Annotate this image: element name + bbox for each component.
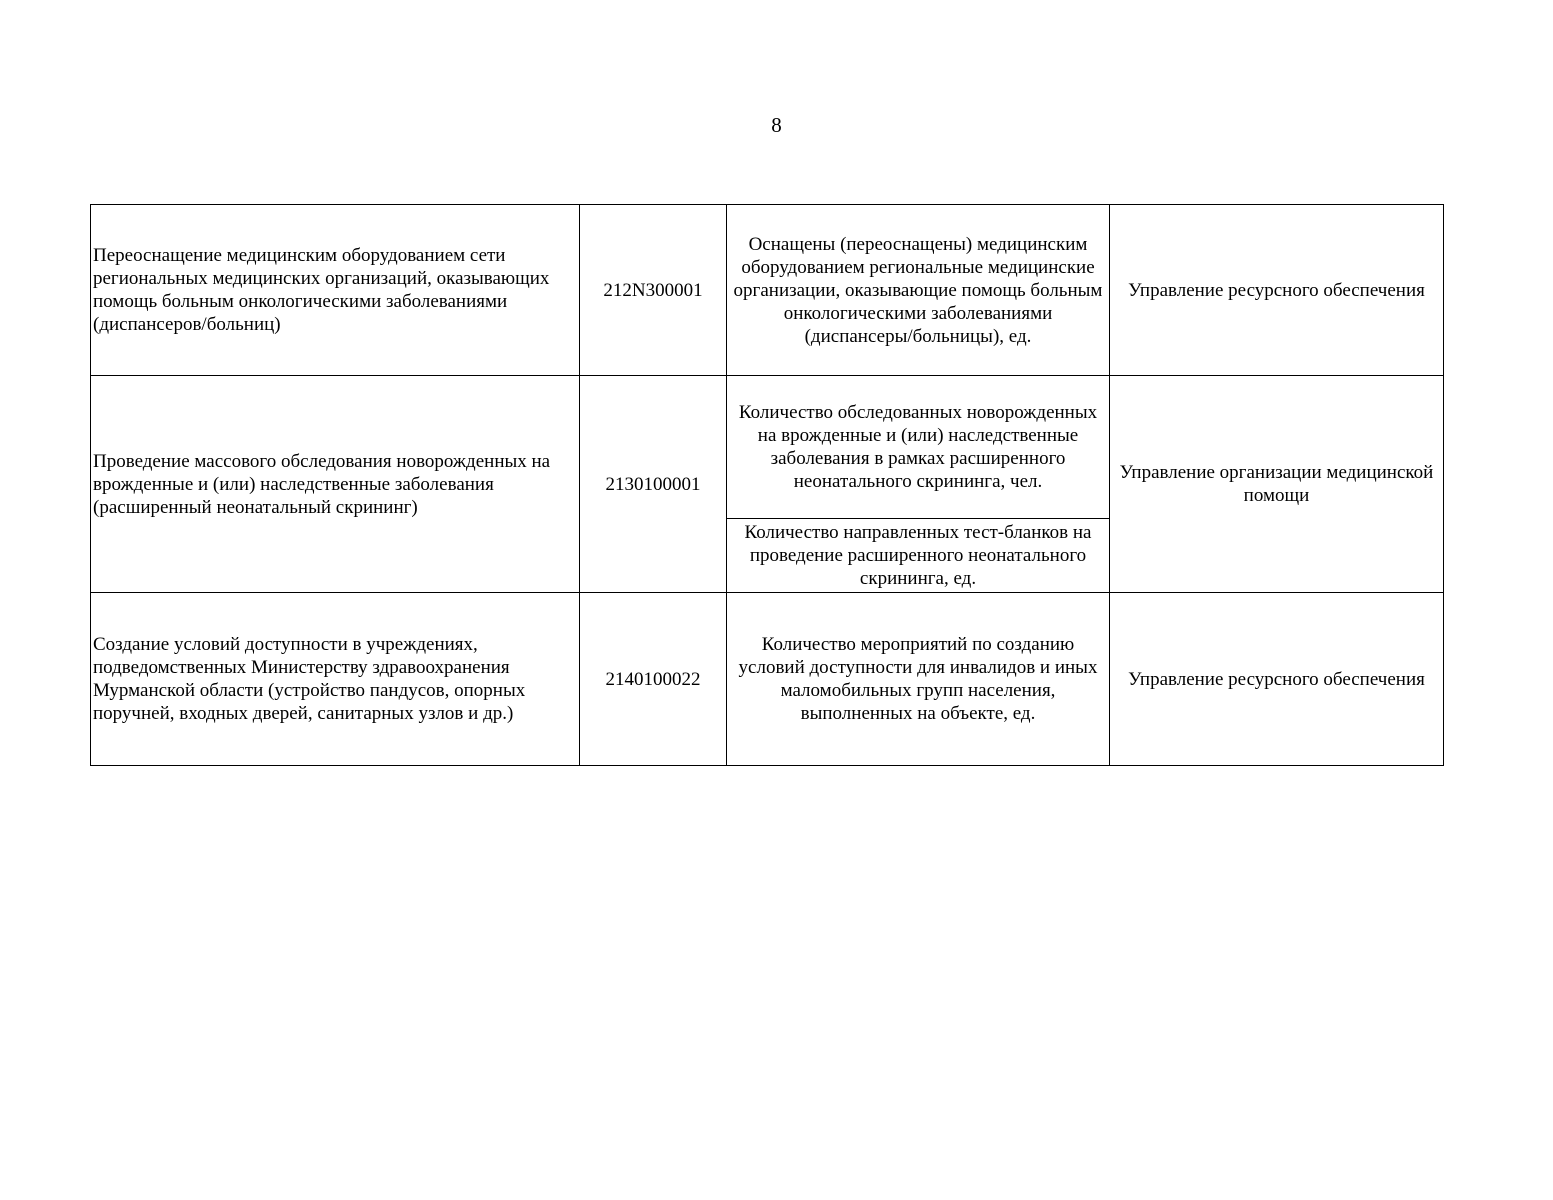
document-table — [90, 204, 1444, 766]
activity-cell: Создание условий доступности в учреждениях, подведомственных Министерству здравоохранения Мурманской области (устройство пандусов, опорных поручней, входных дверей, санитарных узлов и др.) — [91, 593, 580, 766]
code-cell: 212N300001 — [580, 205, 727, 376]
table-row — [91, 593, 1444, 766]
result-cell: Оснащены (переоснащены) медицинским оборудованием региональные медицинские организации, оказывающие помощь больным онкологическими заболеваниями (диспансеры/больницы), ед. — [727, 205, 1110, 376]
result-cell: Количество обследованных новорожденных на врожденные и (или) наследственные заболевания в рамках расширенного неонатального скрининга, чел. — [727, 376, 1110, 519]
department-cell: Управление ресурсного обеспечения — [1110, 593, 1444, 766]
code-cell: 2140100022 — [580, 593, 727, 766]
table-row — [91, 205, 1444, 376]
result-cell: Количество мероприятий по созданию условий доступности для инвалидов и иных маломобильных групп населения, выполненных на объекте, ед. — [727, 593, 1110, 766]
table-row — [91, 376, 1444, 519]
activity-cell: Проведение массового обследования новорожденных на врожденные и (или) наследственные заболевания (расширенный неонатальный скрининг) — [91, 376, 580, 593]
department-cell: Управление ресурсного обеспечения — [1110, 205, 1444, 376]
result-cell: Количество направленных тест-бланков на проведение расширенного неонатального скрининга, ед. — [727, 519, 1110, 593]
activity-cell: Переоснащение медицинским оборудованием сети региональных медицинских организаций, оказывающих помощь больным онкологическими заболеваниями (диспансеров/больниц) — [91, 205, 580, 376]
department-cell: Управление организации медицинской помощи — [1110, 376, 1444, 593]
page-number: 8 — [771, 113, 782, 137]
code-cell: 2130100001 — [580, 376, 727, 593]
